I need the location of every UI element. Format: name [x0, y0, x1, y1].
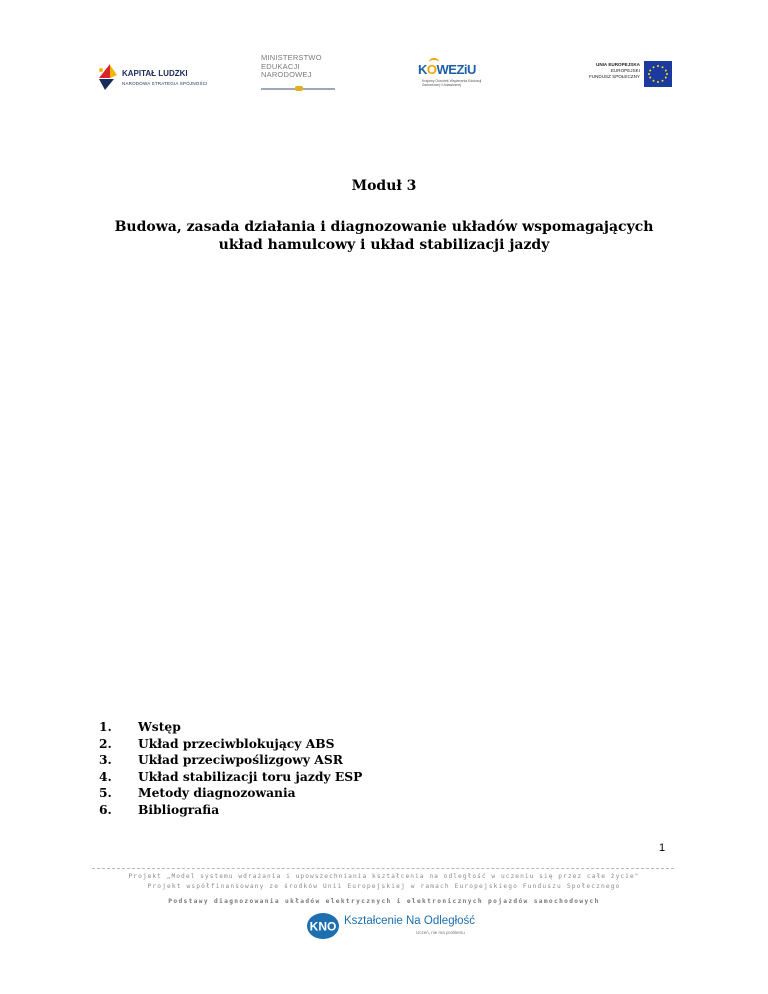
kapital-ludzki-mark	[96, 62, 118, 92]
heading-line-2: układ hamulcowy i układ stabilizacji jazdy	[218, 237, 550, 253]
men-line-2: EDUKACJI	[261, 61, 300, 71]
footer-divider	[92, 868, 674, 869]
men-line-3: NARODOWEJ	[261, 70, 312, 80]
toc-label: Metody diagnozowania	[138, 785, 296, 800]
toc-number: 1.	[99, 719, 112, 734]
document-heading	[60, 218, 708, 254]
kapital-ludzki-title: KAPITAŁ LUDZKI	[122, 69, 188, 78]
toc-number: 5.	[99, 785, 112, 800]
toc-item	[99, 802, 362, 819]
toc-label: Układ przeciwblokujący ABS	[138, 735, 335, 751]
eu-flag-icon	[644, 61, 672, 87]
eu-line-3: FUNDUSZ SPOŁECZNY	[588, 74, 640, 79]
knd-brand-subtitle: Uczeń, nie ma problemu	[416, 930, 465, 935]
footer-project-line: Projekt „Model systemu wdrażania i upowszechniania kształcenia na odległość w uczeniu się przez całe życie"	[128, 873, 640, 880]
svg-text:KNO: KNO	[309, 919, 337, 934]
eu-logo	[580, 61, 672, 89]
knd-logo	[306, 912, 476, 940]
header-logos	[0, 54, 768, 104]
toc-item	[99, 736, 362, 753]
footer-funding-line: Projekt współfinansowany ze środków Unii Europejskiej w ramach Europejskiego Funduszu Społecznego	[147, 883, 621, 890]
toc-item	[99, 719, 362, 736]
toc-label: Układ stabilizacji toru jazdy ESP	[138, 768, 363, 784]
eu-line-1: UNIA EUROPEJSKA	[596, 62, 640, 67]
table-of-contents	[99, 719, 362, 818]
eu-line-2: EUROPEJSKI	[610, 68, 640, 73]
koweziu-subtitle: Krajowy Ośrodek Wspierania Edukacji Zawodowej i Ustawicznej	[422, 79, 482, 87]
kapital-ludzki-logo	[96, 60, 206, 98]
toc-number: 3.	[99, 752, 112, 767]
toc-label: Bibliografia	[138, 801, 220, 817]
toc-item	[99, 769, 362, 786]
kapital-ludzki-subtitle: NARODOWA STRATEGIA SPÓJNOŚCI	[122, 81, 208, 86]
toc-item	[99, 785, 362, 802]
koweziu-name: KOWEZiU	[418, 62, 476, 77]
knd-mark-icon	[306, 912, 340, 940]
page-number: 1	[659, 842, 666, 854]
knd-brand-name: Kształcenie Na Odległość	[344, 915, 476, 927]
toc-number: 2.	[99, 735, 112, 751]
toc-number: 6.	[99, 801, 112, 817]
toc-label: Układ przeciwpoślizgowy ASR	[138, 752, 343, 767]
module-title: Moduł 3	[351, 178, 417, 194]
men-line-1: MINISTERSTWO	[261, 53, 322, 62]
toc-label: Wstęp	[138, 719, 181, 734]
heading-line-1: Budowa, zasada działania i diagnozowanie układów wspomagających	[114, 219, 654, 235]
toc-item	[99, 752, 362, 769]
koweziu-logo	[418, 62, 488, 94]
men-logo	[261, 54, 336, 96]
toc-number: 4.	[99, 768, 112, 784]
men-emblem-icon	[295, 86, 303, 91]
footer-course-line: Podstawy diagnozowania układów elektrycznych i elektronicznych pojazdów samochodowych	[168, 898, 600, 905]
